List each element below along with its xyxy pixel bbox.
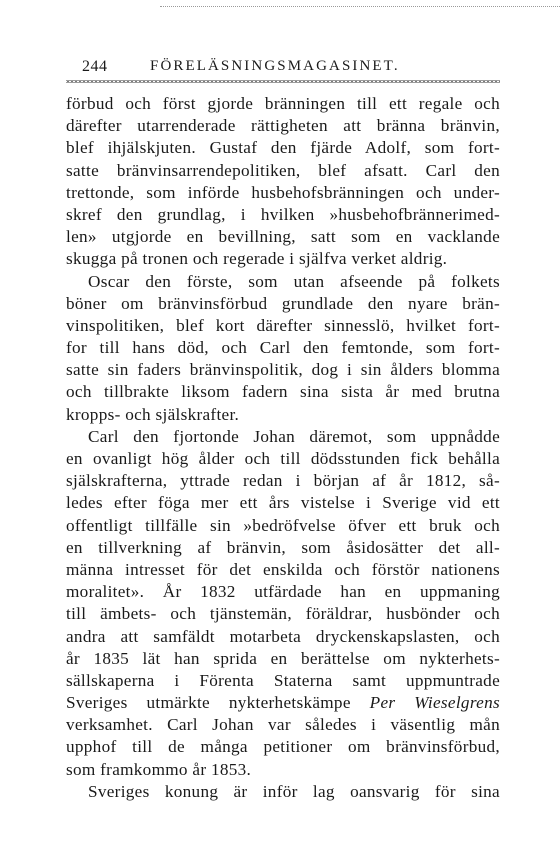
text-line: år 1835 lät han sprida en berättelse om nykterhets-: [66, 648, 500, 668]
text-line: till ämbets- och tjänstemän, föräldrar, husbönder och: [66, 604, 500, 624]
text-line: männa intresset för det enskilda och förstör nationens: [66, 559, 500, 579]
text-line: och tillbrakte liksom fadern sina sista år med brutna: [66, 382, 500, 402]
text-line: offentligt tillfälle sin »bedröfvelse öfver ett bruk och: [66, 515, 500, 535]
running-head: FÖRELÄSNINGSMAGASINET.: [150, 58, 400, 74]
page-header: [66, 54, 500, 80]
text-line: satte sin faders bränvinspolitik, dog i sin ålders blomma: [66, 360, 500, 380]
text-line: vinspolitiken, blef kort därefter sinnesslö, hvilket fort-: [66, 315, 500, 335]
page-number: 244: [82, 58, 108, 75]
text-line: en tillverkning af bränvin, som åsidosätter det all-: [66, 537, 500, 557]
text-line: upphof till de många petitioner om bränvinsförbud,: [66, 737, 500, 757]
text-line: ledes efter föga mer ett års vistelse i Sverige vid ett: [66, 493, 500, 513]
text-line: len» utgjorde en bevillning, satt som en vacklande: [66, 227, 500, 247]
body-text: [66, 93, 500, 803]
text-line: därefter utarrenderade rättigheten att bränna bränvin,: [66, 116, 500, 136]
text-line: moralitet». År 1832 utfärdade han en uppmaning: [66, 582, 500, 602]
text-line: for till hans död, och Carl den femtonde, som fort-: [66, 338, 500, 358]
text-line-with-italic: [66, 692, 500, 714]
text-line: skugga på tronen och regerade i själfva verket aldrig.: [66, 249, 448, 269]
text-line: själskrafterna, yttrade redan i början af år 1812, så-: [66, 471, 500, 491]
text-line: blef ihjälskjuten. Gustaf den fjärde Adolf, som fort-: [66, 138, 500, 158]
text-line: böner om bränvinsförbud grundlade den nyare brän-: [66, 293, 500, 313]
text-line: förbud och först gjorde bränningen till ett regale och: [66, 94, 500, 113]
text-line: sällskaperna i Förenta Staterna samt uppmuntrade: [66, 670, 500, 690]
paragraph-start-line: Oscar den förste, som utan afseende på folkets: [88, 271, 500, 291]
text-line: verksamhet. Carl Johan var således i väsentlig mån: [66, 715, 500, 735]
text-line: kropps- och själskrafter.: [66, 404, 240, 424]
text-line: andra att samfäldt motarbeta dryckenskapslasten, och: [66, 626, 500, 646]
text-line: satte bränvinsarrendepolitiken, blef afsatt. Carl den: [66, 160, 500, 180]
top-edge-rule: [160, 6, 560, 7]
paragraph-start-line: Carl den fjortonde Johan däremot, som uppnådde: [88, 426, 500, 446]
text-line-part: Sveriges utmärkte nykterhetskämpe: [66, 693, 351, 713]
paragraph-start-line: Sveriges konung är inför lag oansvarig för sina: [88, 781, 500, 801]
text-line: trettonde, som införde husbehofsbränningen och under-: [66, 182, 500, 202]
text-line: som framkommo år 1853.: [66, 759, 252, 779]
header-wavy-rule: [66, 80, 500, 83]
text-line: skref den grundlag, i hvilken »husbehofbrännerimed-: [66, 204, 500, 224]
italic-name: Per Wieselgrens: [369, 693, 500, 713]
text-line: en ovanligt hög ålder och till dödsstunden fick behålla: [66, 449, 500, 468]
